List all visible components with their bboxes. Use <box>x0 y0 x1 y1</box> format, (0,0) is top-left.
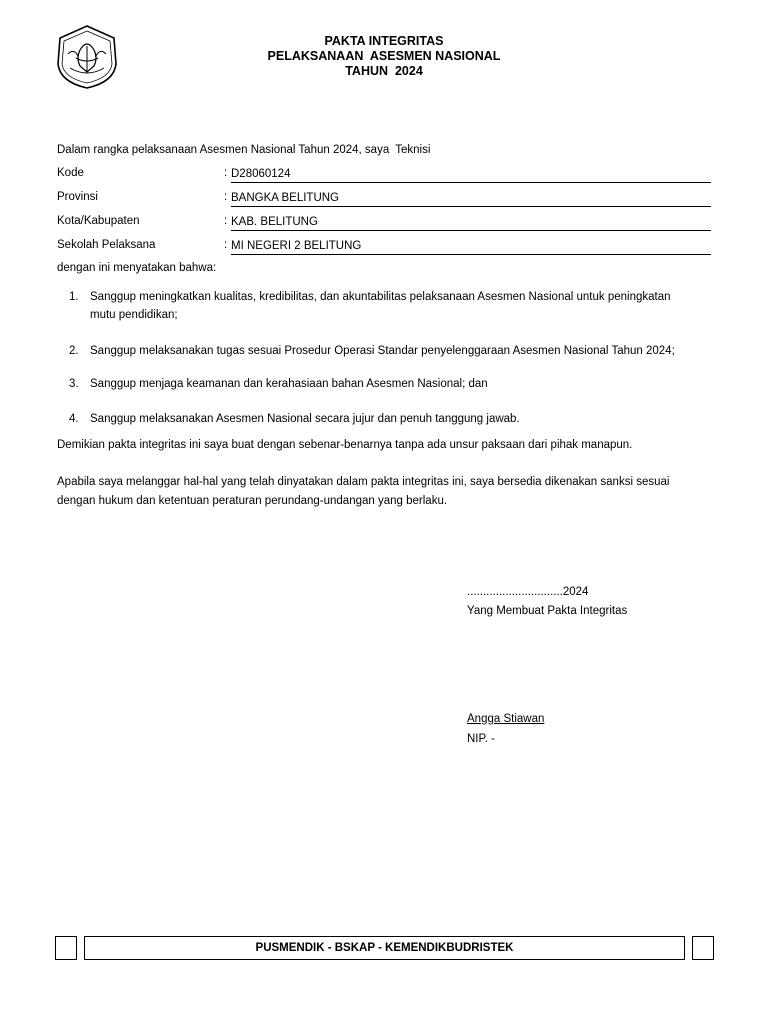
closing-paragraph-1: Demikian pakta integritas ini saya buat dengan sebenar-benarnya tanpa ada unsur paksaan dari pihak manapun. <box>57 439 633 451</box>
field-provinsi <box>57 191 711 213</box>
field-colon: : <box>224 215 228 227</box>
intro-statement <box>57 144 430 156</box>
list-number: 2. <box>69 345 79 357</box>
field-sekolah-pelaksana <box>57 239 711 261</box>
footer-right-box <box>692 936 714 960</box>
signatory-name: Angga Stiawan <box>467 713 545 725</box>
title-line-2: PELAKSANAAN ASESMEN NASIONAL <box>267 49 501 63</box>
footer-left-box <box>55 936 77 960</box>
field-kode <box>57 167 711 189</box>
signatory-nip: NIP. - <box>467 733 495 745</box>
footer-label: PUSMENDIK - BSKAP - KEMENDIKBUDRISTEK <box>84 936 685 960</box>
closing-paragraph-2: Apabila saya melanggar hal-hal yang telah dinyatakan dalam pakta integritas ini, saya bersedia dikenakan sanksi sesuai dengan hukum dan ketentuan peraturan perundang-undangan yang berlaku. <box>57 476 670 507</box>
document-title <box>0 34 768 79</box>
signature-date: ..............................2024 <box>467 586 589 598</box>
list-number: 1. <box>69 291 79 303</box>
field-value: BANGKA BELITUNG <box>231 191 711 207</box>
title-line-3: TAHUN 2024 <box>345 64 423 78</box>
field-label: Sekolah Pelaksana <box>57 239 156 251</box>
intro-role: Teknisi <box>395 144 431 156</box>
title-line-1: PAKTA INTEGRITAS <box>324 34 444 48</box>
list-text: Sanggup menjaga keamanan dan kerahasiaan bahan Asesmen Nasional; dan <box>90 378 488 390</box>
declaration-intro: dengan ini menyatakan bahwa: <box>57 262 217 274</box>
field-kota-kabupaten <box>57 215 711 237</box>
list-text: Sanggup meningkatkan kualitas, kredibilitas, dan akuntabilitas pelaksanaan Asesmen Nasional untuk peningkatan mutu pendidikan; <box>90 291 671 321</box>
field-label: Kota/Kabupaten <box>57 215 140 227</box>
field-value: KAB. BELITUNG <box>231 215 711 231</box>
list-number: 4. <box>69 413 79 425</box>
field-label: Provinsi <box>57 191 98 203</box>
field-value: D28060124 <box>231 167 711 183</box>
field-colon: : <box>224 239 228 251</box>
field-label: Kode <box>57 167 84 179</box>
list-text: Sanggup melaksanakan tugas sesuai Prosedur Operasi Standar penyelenggaraan Asesmen Nasional Tahun 2024; <box>90 345 675 357</box>
field-colon: : <box>224 191 228 203</box>
list-number: 3. <box>69 378 79 390</box>
signature-role: Yang Membuat Pakta Integritas <box>467 605 628 617</box>
field-value: MI NEGERI 2 BELITUNG <box>231 239 711 255</box>
list-text: Sanggup melaksanakan Asesmen Nasional secara jujur dan penuh tanggung jawab. <box>90 413 520 425</box>
intro-text: Dalam rangka pelaksanaan Asesmen Nasional Tahun 2024, saya <box>57 144 390 156</box>
field-colon: : <box>224 167 228 179</box>
